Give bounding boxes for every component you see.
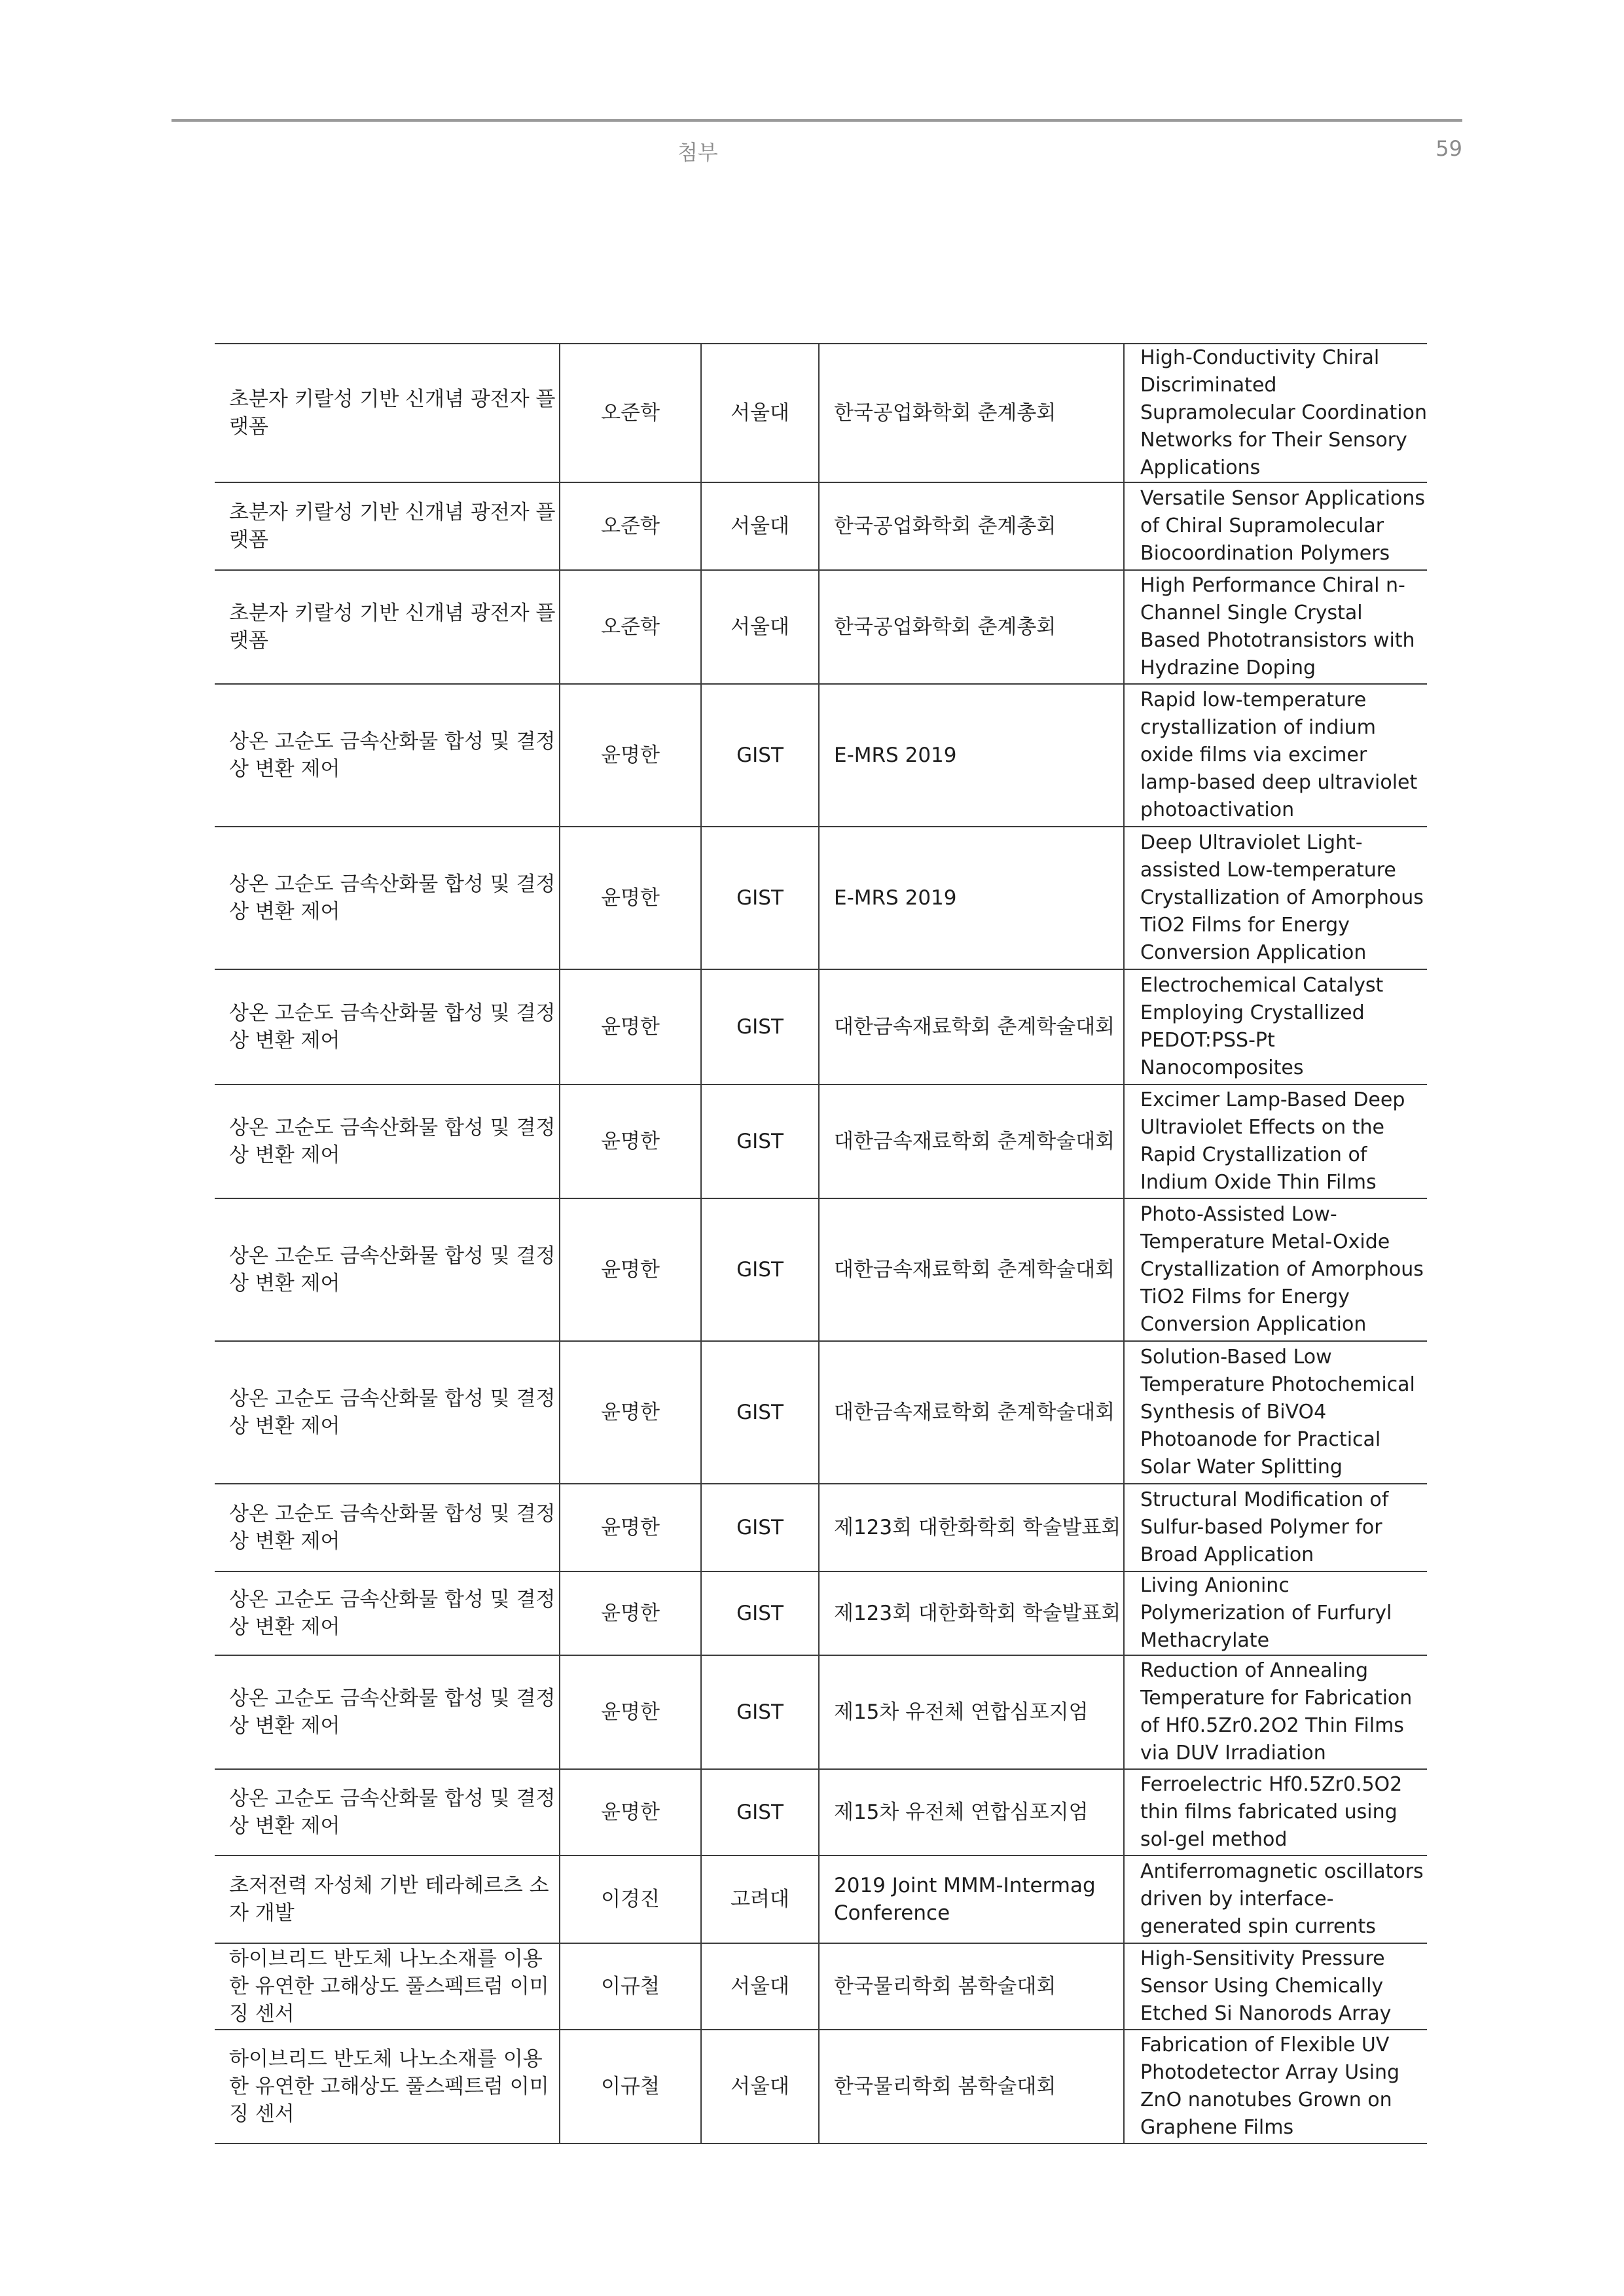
publication-table: [215, 343, 1427, 2144]
table-row: [215, 1856, 1427, 1943]
researcher-cell: 오준학: [560, 570, 701, 684]
conference-cell: 한국공업화학회 춘계총회: [819, 344, 1124, 482]
table-row: [215, 344, 1427, 482]
project-cell: 상온 고순도 금속산화물 합성 및 결정상 변환 제어: [215, 1341, 560, 1484]
paper-title-cell: Reduction of Annealing Temperature for Fabrication of Hf0.5Zr0.2O2 Thin Films via DUV Irradiation: [1124, 1655, 1427, 1769]
researcher-cell: 윤명한: [560, 1484, 701, 1571]
paper-title-cell: High-Conductivity Chiral Discriminated Supramolecular Coordination Networks for Their Sensory Applications: [1124, 344, 1427, 482]
project-cell: 초분자 키랄성 기반 신개념 광전자 플랫폼: [215, 482, 560, 570]
researcher-cell: 오준학: [560, 344, 701, 482]
researcher-cell: 윤명한: [560, 1655, 701, 1769]
project-cell: 상온 고순도 금속산화물 합성 및 결정상 변환 제어: [215, 1769, 560, 1856]
project-cell: 초저전력 자성체 기반 테라헤르츠 소자 개발: [215, 1856, 560, 1943]
researcher-cell: 윤명한: [560, 684, 701, 827]
project-cell: 상온 고순도 금속산화물 합성 및 결정상 변환 제어: [215, 1085, 560, 1198]
table-row: [215, 570, 1427, 684]
table-row: [215, 969, 1427, 1085]
conference-cell: 2019 Joint MMM-Intermag Conference: [819, 1856, 1124, 1943]
institution-cell: GIST: [701, 1769, 819, 1856]
table-row: [215, 827, 1427, 969]
institution-cell: GIST: [701, 684, 819, 827]
institution-cell: GIST: [701, 1571, 819, 1655]
conference-cell: 한국물리학회 봄학술대회: [819, 1943, 1124, 2030]
paper-title-cell: High Performance Chiral n-Channel Single Crystal Based Phototransistors with Hydrazine Doping: [1124, 570, 1427, 684]
researcher-cell: 윤명한: [560, 1571, 701, 1655]
paper-title-cell: Living Anioninc Polymerization of Furfuryl Methacrylate: [1124, 1571, 1427, 1655]
paper-title-cell: High-Sensitivity Pressure Sensor Using Chemically Etched Si Nanorods Array: [1124, 1943, 1427, 2030]
conference-cell: 대한금속재료학회 춘계학술대회: [819, 1198, 1124, 1341]
institution-cell: GIST: [701, 1655, 819, 1769]
conference-cell: 제123회 대한화학회 학술발표회: [819, 1571, 1124, 1655]
table-row: [215, 1571, 1427, 1655]
project-cell: 상온 고순도 금속산화물 합성 및 결정상 변환 제어: [215, 684, 560, 827]
header-rule: [171, 119, 1462, 122]
researcher-cell: 윤명한: [560, 1341, 701, 1484]
institution-cell: GIST: [701, 1198, 819, 1341]
table-row: [215, 1655, 1427, 1769]
researcher-cell: 윤명한: [560, 969, 701, 1085]
researcher-cell: 윤명한: [560, 1769, 701, 1856]
table-row: [215, 1943, 1427, 2030]
project-cell: 상온 고순도 금속산화물 합성 및 결정상 변환 제어: [215, 1198, 560, 1341]
institution-cell: GIST: [701, 1085, 819, 1198]
project-cell: 하이브리드 반도체 나노소재를 이용한 유연한 고해상도 풀스펙트럼 이미징 센서: [215, 1943, 560, 2030]
conference-cell: 한국공업화학회 춘계총회: [819, 482, 1124, 570]
paper-title-cell: Fabrication of Flexible UV Photodetector Array Using ZnO nanotubes Grown on Graphene Films: [1124, 2030, 1427, 2144]
table-row: [215, 482, 1427, 570]
institution-cell: 고려대: [701, 1856, 819, 1943]
paper-title-cell: Versatile Sensor Applications of Chiral Supramolecular Biocoordination Polymers: [1124, 482, 1427, 570]
conference-cell: 제15차 유전체 연합심포지엄: [819, 1655, 1124, 1769]
institution-cell: 서울대: [701, 2030, 819, 2144]
table-row: [215, 1198, 1427, 1341]
conference-cell: E-MRS 2019: [819, 827, 1124, 969]
project-cell: 상온 고순도 금속산화물 합성 및 결정상 변환 제어: [215, 1571, 560, 1655]
table-row: [215, 684, 1427, 827]
institution-cell: GIST: [701, 1341, 819, 1484]
researcher-cell: 윤명한: [560, 1085, 701, 1198]
section-label: 첨부: [677, 140, 718, 165]
researcher-cell: 이규철: [560, 2030, 701, 2144]
researcher-cell: 오준학: [560, 482, 701, 570]
project-cell: 초분자 키랄성 기반 신개념 광전자 플랫폼: [215, 344, 560, 482]
institution-cell: 서울대: [701, 1943, 819, 2030]
conference-cell: 제123회 대한화학회 학술발표회: [819, 1484, 1124, 1571]
paper-title-cell: Structural Modification of Sulfur-based Polymer for Broad Application: [1124, 1484, 1427, 1571]
conference-cell: E-MRS 2019: [819, 684, 1124, 827]
project-cell: 상온 고순도 금속산화물 합성 및 결정상 변환 제어: [215, 969, 560, 1085]
researcher-cell: 이경진: [560, 1856, 701, 1943]
researcher-cell: 이규철: [560, 1943, 701, 2030]
researcher-cell: 윤명한: [560, 1198, 701, 1341]
conference-cell: 한국물리학회 봄학술대회: [819, 2030, 1124, 2144]
researcher-cell: 윤명한: [560, 827, 701, 969]
institution-cell: GIST: [701, 969, 819, 1085]
paper-title-cell: Electrochemical Catalyst Employing Crystallized PEDOT:PSS-Pt Nanocomposites: [1124, 969, 1427, 1085]
conference-cell: 한국공업화학회 춘계총회: [819, 570, 1124, 684]
project-cell: 하이브리드 반도체 나노소재를 이용한 유연한 고해상도 풀스펙트럼 이미징 센서: [215, 2030, 560, 2144]
institution-cell: 서울대: [701, 482, 819, 570]
conference-cell: 대한금속재료학회 춘계학술대회: [819, 1085, 1124, 1198]
institution-cell: GIST: [701, 827, 819, 969]
project-cell: 초분자 키랄성 기반 신개념 광전자 플랫폼: [215, 570, 560, 684]
paper-title-cell: Antiferromagnetic oscillators driven by interface-generated spin currents: [1124, 1856, 1427, 1943]
paper-title-cell: Photo-Assisted Low-Temperature Metal-Oxide Crystallization of Amorphous TiO2 Films for Energy Conversion Application: [1124, 1198, 1427, 1341]
institution-cell: 서울대: [701, 570, 819, 684]
table-row: [215, 2030, 1427, 2144]
paper-title-cell: Deep Ultraviolet Light-assisted Low-temperature Crystallization of Amorphous TiO2 Films for Energy Conversion Application: [1124, 827, 1427, 969]
project-cell: 상온 고순도 금속산화물 합성 및 결정상 변환 제어: [215, 827, 560, 969]
conference-cell: 제15차 유전체 연합심포지엄: [819, 1769, 1124, 1856]
institution-cell: 서울대: [701, 344, 819, 482]
conference-cell: 대한금속재료학회 춘계학술대회: [819, 1341, 1124, 1484]
table-row: [215, 1341, 1427, 1484]
page-number: 59: [1435, 136, 1462, 161]
table-row: [215, 1085, 1427, 1198]
paper-title-cell: Excimer Lamp-Based Deep Ultraviolet Effects on the Rapid Crystallization of Indium Oxide Thin Films: [1124, 1085, 1427, 1198]
paper-title-cell: Solution-Based Low Temperature Photochemical Synthesis of BiVO4 Photoanode for Practical Solar Water Splitting: [1124, 1341, 1427, 1484]
project-cell: 상온 고순도 금속산화물 합성 및 결정상 변환 제어: [215, 1655, 560, 1769]
conference-cell: 대한금속재료학회 춘계학술대회: [819, 969, 1124, 1085]
paper-title-cell: Ferroelectric Hf0.5Zr0.5O2 thin films fabricated using sol-gel method: [1124, 1769, 1427, 1856]
table-row: [215, 1484, 1427, 1571]
institution-cell: GIST: [701, 1484, 819, 1571]
paper-title-cell: Rapid low-temperature crystallization of indium oxide films via excimer lamp-based deep ultraviolet photoactivation: [1124, 684, 1427, 827]
table-row: [215, 1769, 1427, 1856]
project-cell: 상온 고순도 금속산화물 합성 및 결정상 변환 제어: [215, 1484, 560, 1571]
